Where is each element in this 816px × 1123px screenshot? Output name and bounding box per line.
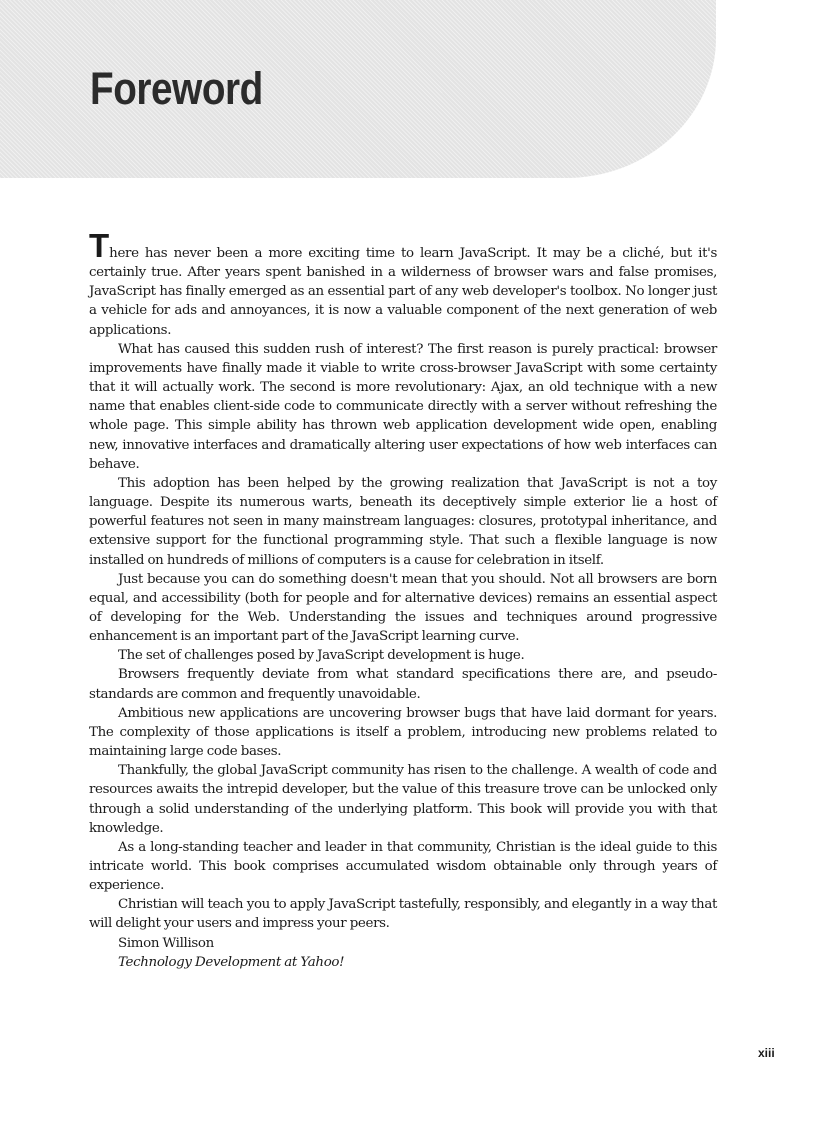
signature-title: Technology Development at Yahoo!	[118, 954, 345, 970]
paragraph-1-text: here has never been a more exciting time to learn JavaScript. It may be a cliché, but it's certainly true. After years spent banished in a wilderness of browser wars and false promises, JavaScript has finally emerged as an essential part of any web developer's toolbox. No longer just a vehicle for ads and annoyances, it is now a valuable component of the next generation of web applications.	[89, 246, 717, 338]
signature-name: Simon Willison	[118, 935, 214, 951]
signature-name-line	[89, 934, 717, 953]
paragraph-7: Ambitious new applications are uncovering browser bugs that have laid dormant for years. The complexity of those applications is itself a problem, introducing new problems related to maintaining large code bases.	[89, 705, 717, 760]
paragraph-3: This adoption has been helped by the growing realization that JavaScript is not a toy language. Despite its numerous warts, beneath its deceptively simple exterior lie a host of powerful features not seen in many mainstream languages: closures, prototypal inheritance, and extensive support for the functional programming style. That such a flexible language is now installed on hundreds of millions of computers is a cause for celebration in itself.	[89, 475, 717, 568]
paragraph-1	[89, 227, 717, 340]
paragraph-4: Just because you can do something doesn't mean that you should. Not all browsers are born equal, and accessibility (both for people and for alternative devices) remains an essential aspect of developing for the Web. Understanding the issues and techniques around progressive enhancement is an important part of the JavaScript learning curve.	[89, 571, 717, 645]
signature-title-line	[89, 953, 717, 972]
paragraph-6: Browsers frequently deviate from what standard specifications there are, and pseudo-standards are common and frequently unavoidable.	[89, 667, 717, 702]
page-number: xiii	[758, 1046, 775, 1060]
paragraph-2: What has caused this sudden rush of interest? The first reason is purely practical: browser improvements have finally made it viable to write cross-browser JavaScript with some certainty that it will actually work. The second is more revolutionary: Ajax, an old technique with a new name that enables client-side code to communicate directly with a server without refreshing the whole page. This simple ability has thrown web application development wide open, enabling new, innovative interfaces and dramatically altering user expectations of how web interfaces can behave.	[89, 341, 717, 472]
foreword-body	[89, 227, 717, 972]
paragraph-5: The set of challenges posed by JavaScript development is huge.	[118, 648, 525, 664]
paragraph-10: Christian will teach you to apply JavaScript tastefully, responsibly, and elegantly in a way that will delight your users and impress your peers.	[89, 897, 717, 932]
drop-cap: T	[89, 227, 110, 264]
paragraph-8: Thankfully, the global JavaScript community has risen to the challenge. A wealth of code and resources awaits the intrepid developer, but the value of this treasure trove can be unlocked only through a solid understanding of the underlying platform. This book will provide you with that knowledge.	[89, 763, 717, 836]
chapter-title: Foreword	[90, 63, 263, 114]
paragraph-9: As a long-standing teacher and leader in that community, Christian is the ideal guide to this intricate world. This book comprises accumulated wisdom obtainable only through years of experience.	[89, 839, 717, 894]
